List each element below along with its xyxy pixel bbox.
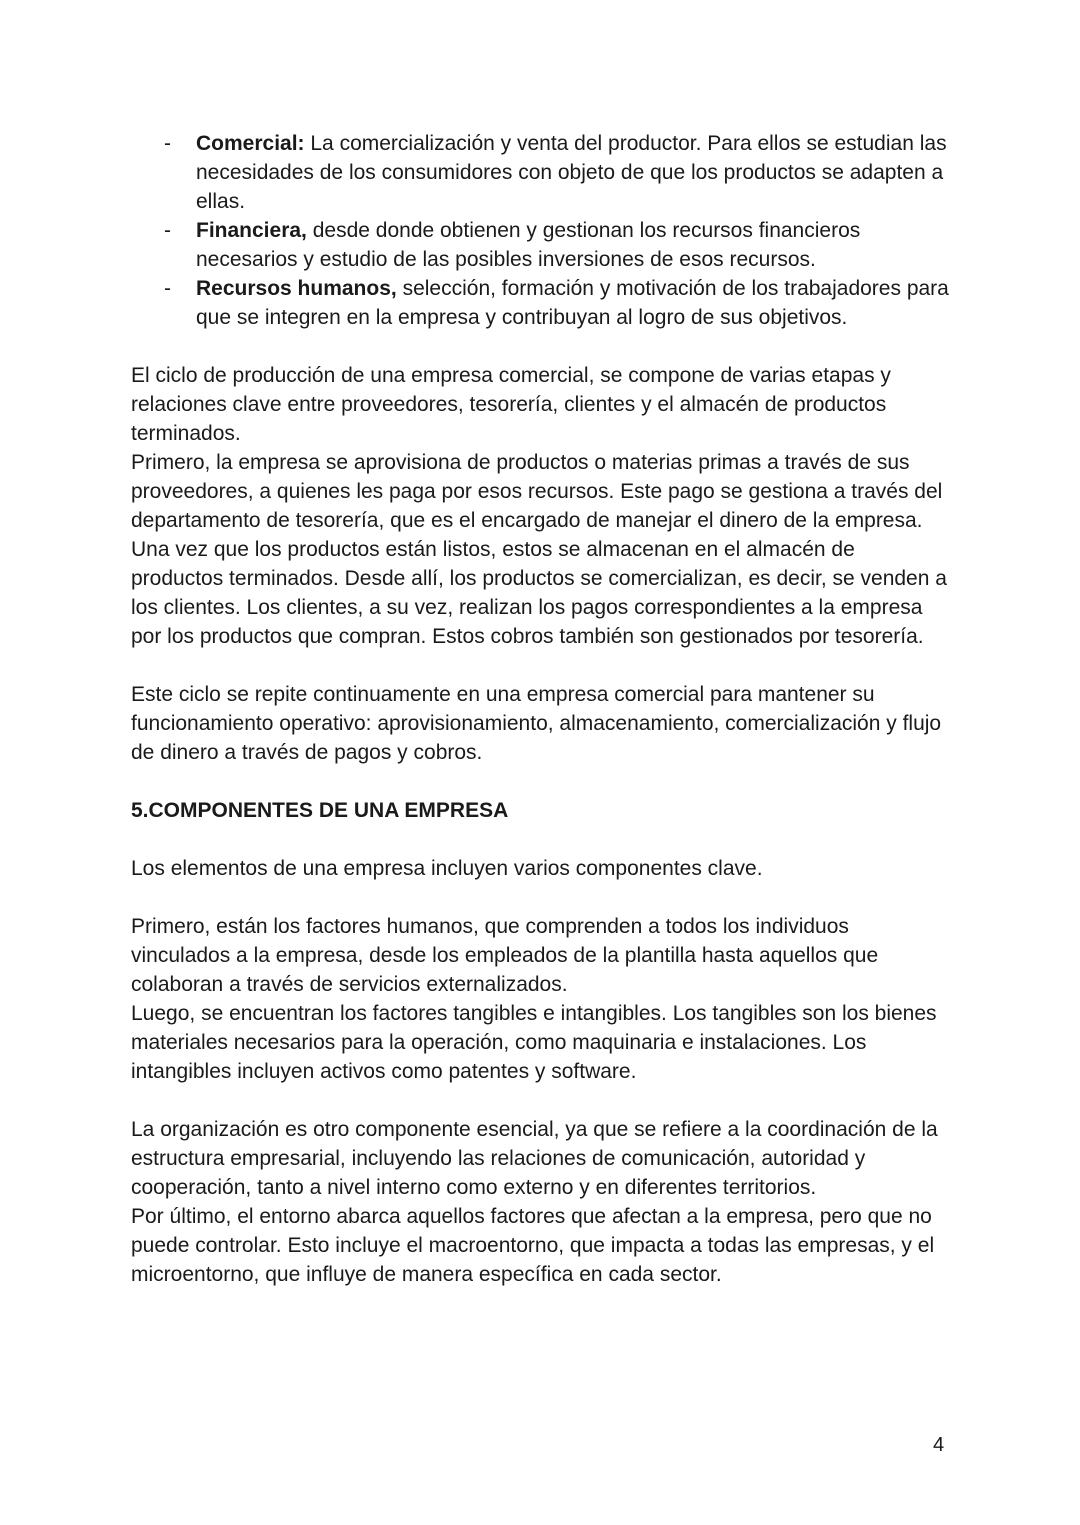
list-item-text: La comercialización y venta del productor. Para ellos se estudian las necesidades de los consumidores con objeto de que los productos se adapten a ellas.	[196, 132, 947, 213]
list-item-term: Financiera,	[196, 219, 307, 242]
list-item-text: desde donde obtienen y gestionan los recursos financieros necesarios y estudio de las posibles inversiones de esos recursos.	[196, 219, 861, 271]
paragraph-environment: Por último, el entorno abarca aquellos factores que afectan a la empresa, pero que no puede controlar. Esto incluye el macroentorno, que impacta a todas las empresas, y el microentorno, que influye de manera específica en cada sector.	[131, 1205, 935, 1286]
list-dash: -	[164, 219, 171, 242]
cycle-paragraph-sales: Una vez que los productos están listos, estos se almacenan en el almacén de productos terminados. Desde allí, los productos se comercializan, es decir, se venden a los clientes. Los clientes, a su vez, realizan los pagos correspondientes a la empresa por los productos que compran. Estos cobros también son gestionados por tesorería.	[131, 538, 947, 648]
functions-list	[131, 129, 951, 332]
list-item	[131, 129, 951, 216]
list-item-text: selección, formación y motivación de los trabajadores para que se integren en la empresa y contribuyan al logro de sus objetivos.	[196, 277, 949, 329]
list-item	[131, 274, 951, 332]
spacer	[131, 1086, 951, 1115]
page-number: 4	[933, 1434, 945, 1456]
page-content	[131, 129, 951, 1289]
list-item-term: Comercial:	[196, 132, 305, 155]
list-item	[131, 216, 951, 274]
paragraph-human-factors: Primero, están los factores humanos, que comprenden a todos los individuos vinculados a la empresa, desde los empleados de la plantilla hasta aquellos que colaboran a través de servicios externalizados.	[131, 915, 879, 996]
cycle-paragraph-supply: Primero, la empresa se aprovisiona de productos o materias primas a través de sus proveedores, a quienes les paga por esos recursos. Este pago se gestiona a través del departamento de tesorería, que es el encargado de manejar el dinero de la empresa.	[131, 451, 943, 532]
paragraph-organization: La organización es otro componente esencial, ya que se refiere a la coordinación de la estructura empresarial, incluyendo las relaciones de comunicación, autoridad y cooperación, tanto a nivel interno como externo y en diferentes territorios.	[131, 1118, 938, 1199]
list-item-term: Recursos humanos,	[196, 277, 397, 300]
spacer	[131, 332, 951, 361]
list-dash: -	[164, 277, 171, 300]
spacer	[131, 651, 951, 680]
cycle-paragraph-summary: Este ciclo se repite continuamente en una empresa comercial para mantener su funcionamiento operativo: aprovisionamiento, almacenamiento, comercialización y flujo de dinero a través de pagos y cobros.	[131, 683, 942, 764]
paragraph-tangible-factors: Luego, se encuentran los factores tangibles e intangibles. Los tangibles son los bienes materiales necesarios para la operación, como maquinaria e instalaciones. Los intangibles incluyen activos como patentes y software.	[131, 1002, 937, 1083]
list-dash: -	[164, 132, 171, 155]
section-intro: Los elementos de una empresa incluyen varios componentes clave.	[131, 857, 763, 880]
spacer	[131, 767, 951, 796]
spacer	[131, 825, 951, 854]
cycle-paragraph-intro: El ciclo de producción de una empresa comercial, se compone de varias etapas y relaciones clave entre proveedores, tesorería, clientes y el almacén de productos terminados.	[131, 364, 891, 445]
section-heading: 5.COMPONENTES DE UNA EMPRESA	[131, 799, 509, 822]
spacer	[131, 883, 951, 912]
